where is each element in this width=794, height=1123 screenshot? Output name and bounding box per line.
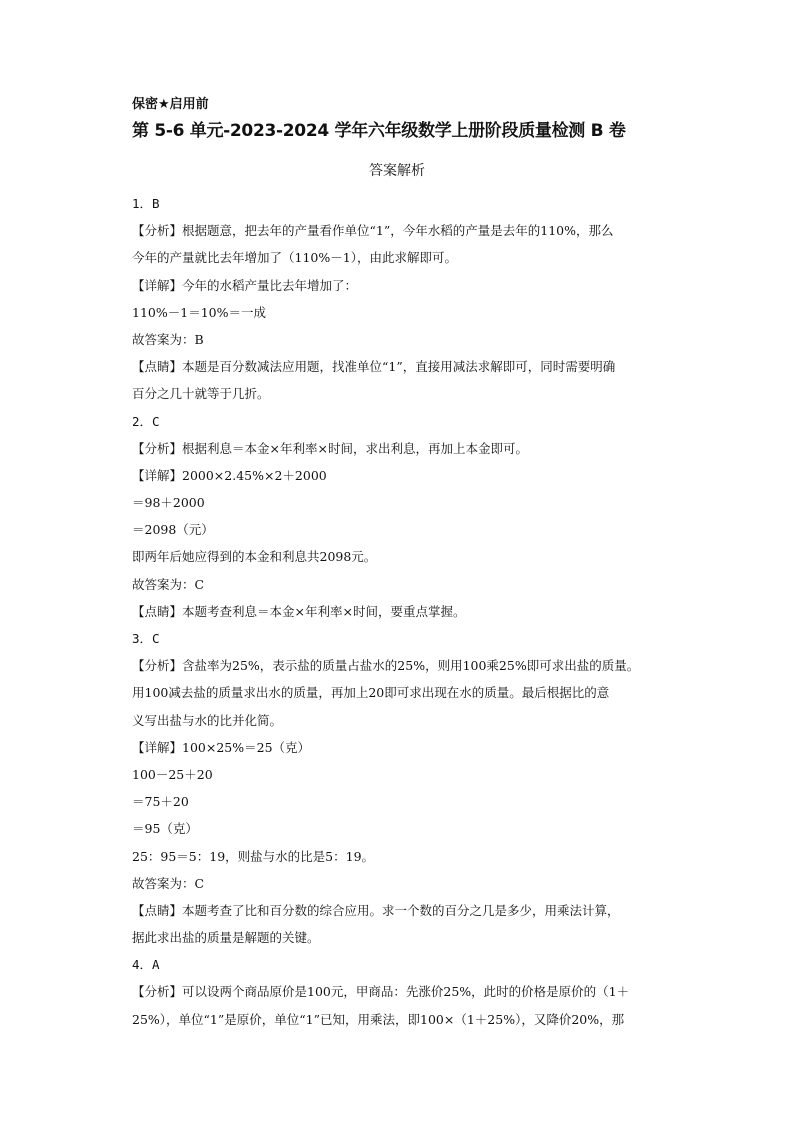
text-line: 25：95＝5：19，则盐与水的比是5：19。 <box>132 848 375 864</box>
text-line: 110%－1＝10%＝一成 <box>132 304 266 320</box>
text-line: 义写出盐与水的比并化简。 <box>132 712 283 728</box>
text-line: 3．C <box>132 631 160 646</box>
text-line: ＝98＋2000 <box>132 495 205 511</box>
text-line: 百分之几十就等于几折。 <box>132 386 270 402</box>
text-line: 【分析】根据题意，把去年的产量看作单位“1”，今年水稻的产量是去年的110%，那么 <box>132 223 614 239</box>
text-line: 2．C <box>132 413 160 429</box>
text-line: 4．A <box>132 957 160 973</box>
text-line: 故答案为：C <box>132 576 205 592</box>
text-line: 【分析】含盐率为25%，表示盐的质量占盐水的25%，则用100乘25%即可求出盐的质量。 <box>132 658 640 674</box>
text-line: 100－25＋20 <box>132 766 213 782</box>
text-line: 【点睛】本题考查了比和百分数的综合应用。求一个数的百分之几是多少，用乘法计算， <box>132 902 620 918</box>
text-line: ＝75＋20 <box>132 794 189 810</box>
document-subtitle: 答案解析 <box>369 163 425 179</box>
text-line: 【详解】100×25%＝25（克） <box>132 739 311 755</box>
text-line: 今年的产量就比去年增加了（110%－1），由此求解即可。 <box>132 250 457 266</box>
text-line: 【分析】可以设两个商品原价是100元，甲商品：先涨价25%，此时的价格是原价的（1＋ <box>132 984 630 1000</box>
text-line: 故答案为：B <box>132 331 204 347</box>
text-line: 【点睛】本题是百分数减法应用题，找准单位“1”，直接用减法求解即可，同时需要明确 <box>132 359 616 375</box>
text-line: 故答案为：C <box>132 875 205 891</box>
text-line: 用100减去盐的质量求出水的质量，再加上20即可求出现在水的质量。最后根据比的意 <box>132 685 610 701</box>
document-title: 第 5-6 单元-2023-2024 学年六年级数学上册阶段质量检测 B 卷 <box>132 121 626 141</box>
text-line: 【点睛】本题考查利息＝本金×年利率×时间，要重点掌握。 <box>132 603 466 619</box>
text-line: 即两年后她应得到的本金和利息共2098元。 <box>132 549 377 565</box>
text-line: 【分析】根据利息＝本金×年利率×时间，求出利息，再加上本金即可。 <box>132 440 528 456</box>
text-line: ＝2098（元） <box>132 522 214 538</box>
text-line: 1．B <box>132 196 160 211</box>
text-line: 【详解】今年的水稻产量比去年增加了： <box>132 277 358 293</box>
text-line: 25%），单位“1”是原价，单位“1”已知，用乘法，即100×（1＋25%），又降价20%，那 <box>132 1011 625 1027</box>
text-line: 【详解】2000×2.45%×2＋2000 <box>132 467 327 483</box>
text-line: 据此求出盐的质量是解题的关键。 <box>132 930 320 946</box>
confidential-label: 保密★启用前 <box>132 97 209 112</box>
answer-content <box>132 190 692 1033</box>
text-line: ＝95（克） <box>132 821 198 837</box>
